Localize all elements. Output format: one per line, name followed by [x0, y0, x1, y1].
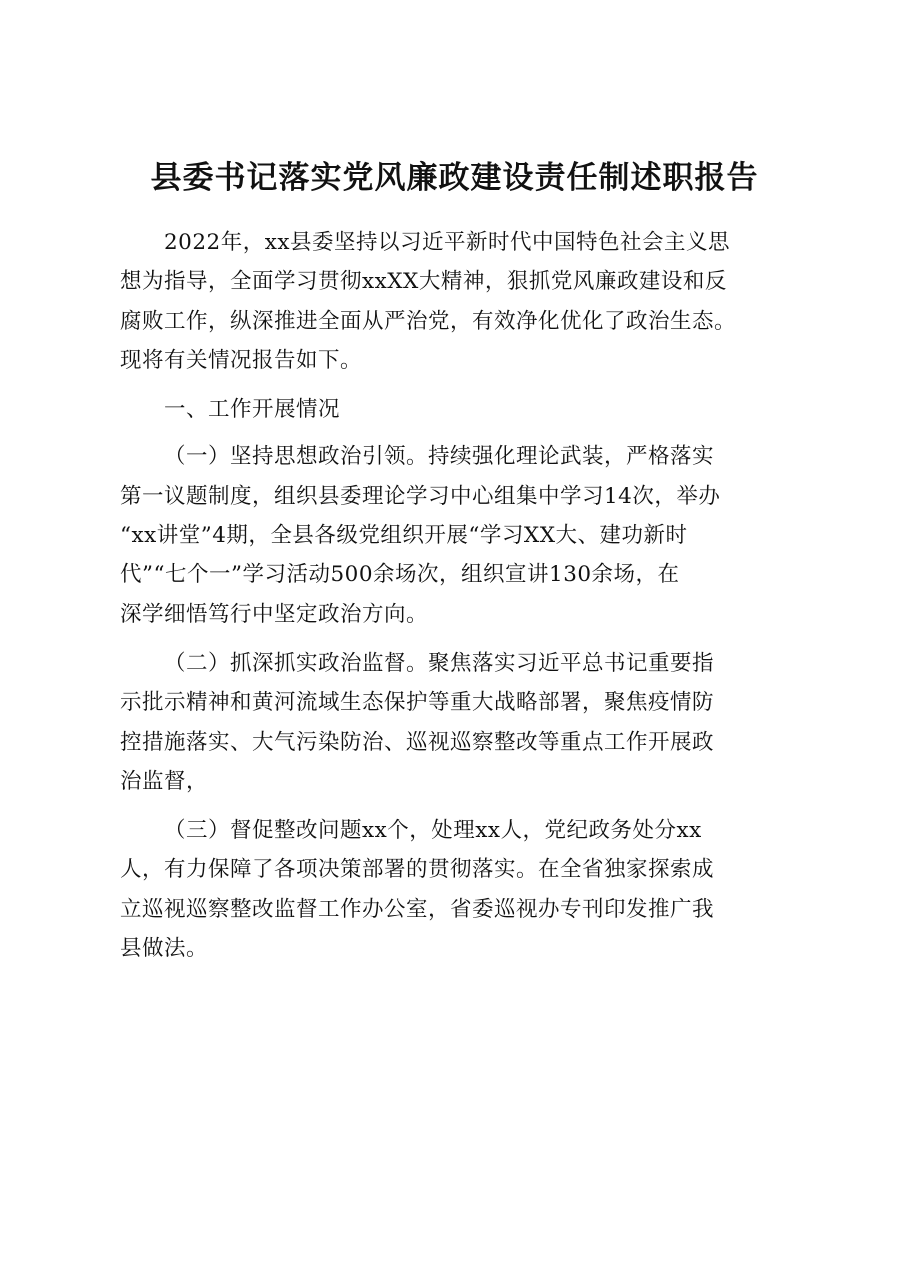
text-line: 代”“七个一”学习活动500余场次，组织宣讲130余场，在	[120, 562, 680, 588]
text-line: 县做法。	[120, 936, 209, 962]
document-body	[120, 223, 790, 968]
paragraph-intro	[120, 223, 790, 380]
text-line: 示批示精神和黄河流域生态保护等重大战略部署，聚焦疫情防	[120, 690, 715, 716]
paragraph-item-3	[120, 811, 790, 968]
text-line: 深学细悟笃行中坚定政治方向。	[120, 601, 429, 627]
text-line: （三）督促整改问题xx个，处理xx人，党纪政务处分xx	[164, 818, 702, 844]
text-line: 现将有关情况报告如下。	[120, 347, 363, 373]
text-line: 2022年，xx县委坚持以习近平新时代中国特色社会主义思	[164, 230, 730, 255]
text-line: 人，有力保障了各项决策部署的贯彻落实。在全省独家探索成	[120, 857, 715, 883]
text-line: （二）抓深抓实政治监督。聚焦落实习近平总书记重要指	[164, 650, 715, 676]
section-heading-text: 一、工作开展情况	[164, 397, 341, 423]
text-line: “xx讲堂”4期，全县各级党组织开展“学习XX大、建功新时	[120, 523, 688, 549]
text-line: 立巡视巡察整改监督工作办公室，省委巡视办专刊印发推广我	[120, 896, 715, 922]
text-line: 第一议题制度，组织县委理论学习中心组集中学习14次，举办	[120, 483, 721, 509]
text-line: 控措施落实、大气污染防治、巡视巡察整改等重点工作开展政	[120, 729, 715, 755]
text-line: 想为指导，全面学习贯彻xxXX大精神，狠抓党风廉政建设和反	[120, 269, 727, 295]
paragraph-item-2	[120, 644, 790, 801]
section-heading	[120, 390, 790, 429]
text-line: 治监督，	[120, 768, 209, 794]
paragraph-item-1	[120, 437, 790, 633]
text-line: （一）坚持思想政治引领。持续强化理论武装，严格落实	[164, 444, 715, 470]
text-line: 腐败工作，纵深推进全面从严治党，有效净化优化了政治生态。	[120, 308, 737, 334]
document-title: 县委书记落实党风廉政建设责任制述职报告	[150, 160, 759, 196]
